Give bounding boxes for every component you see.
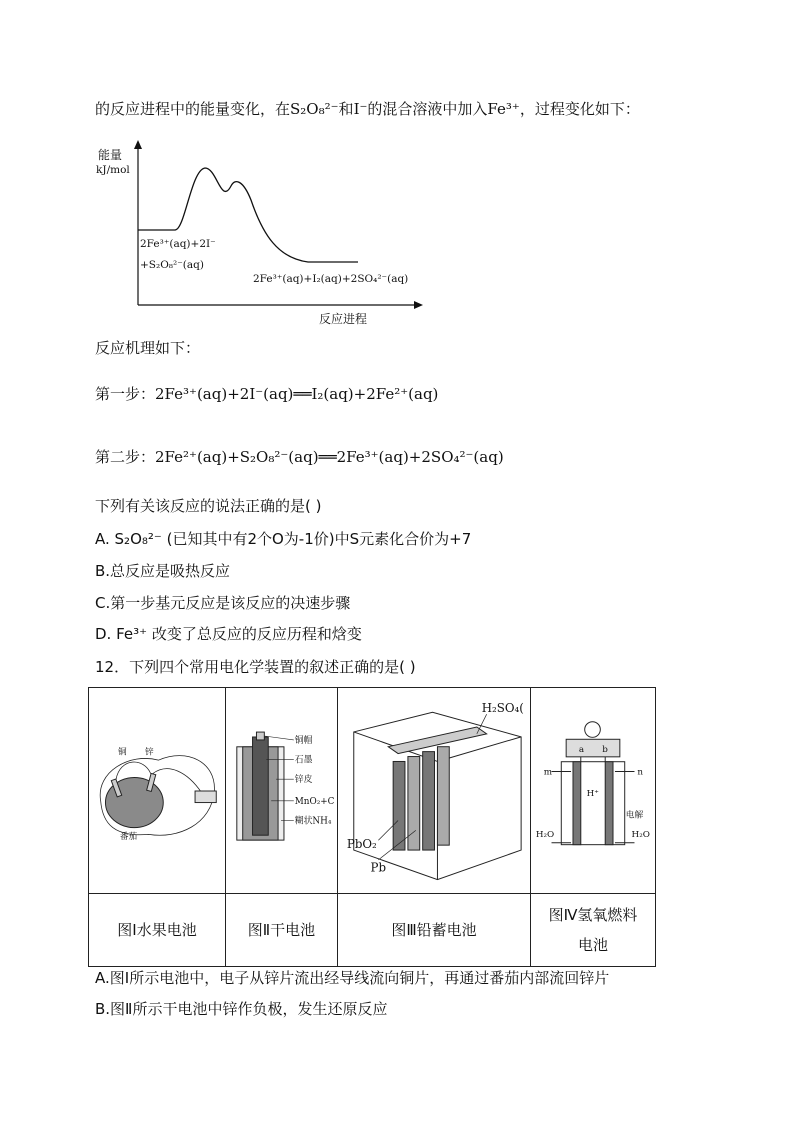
q11-option-b: B.总反应是吸热反应 (95, 562, 231, 580)
fuel-label-h: H⁺ (586, 788, 599, 799)
step-2-label: 第二步： (95, 448, 156, 466)
q12-option-a: A.图Ⅰ所示电池中，电子从锌片流出经导线流向铜片，再通过番茄内部流回锌片 (95, 969, 610, 987)
lead-battery-figure (339, 691, 529, 891)
bulb-icon (585, 721, 601, 737)
fruit-label-zn: 锌 (144, 746, 154, 757)
intro-iminus: I⁻ (353, 100, 368, 118)
y-label-1: 能量 (98, 148, 123, 162)
meter-icon (195, 791, 216, 803)
fig-1-cell (89, 688, 226, 894)
fruit-label-cu: 铜 (117, 746, 127, 757)
dry-battery-figure (227, 731, 337, 851)
fig-3-cell (338, 688, 531, 894)
y-axis-arrow (134, 140, 142, 149)
q11-option-c: C.第一步基元反应是该反应的决速步骤 (95, 594, 351, 612)
fuel-label-a: a (578, 744, 585, 755)
intro-line (95, 99, 640, 119)
x-axis-arrow (414, 301, 423, 309)
fuel-label-h2o-left: H₂O (535, 829, 555, 840)
y-label-2: kJ/mol (96, 164, 130, 176)
dry-label-zinc: 锌皮 (294, 774, 312, 785)
lead-label-h2so4: H₂SO₄( (481, 700, 524, 715)
q11-option-d: D. Fe³⁺ 改变了总反应的反应历程和焓变 (95, 625, 362, 643)
intro-post: ，过程变化如下： (519, 100, 640, 118)
caption-fig-3: 图Ⅲ铅蓄电池 (338, 894, 531, 967)
caption-fig-4-line-1: 图Ⅳ氢氧燃料 (548, 906, 638, 924)
fig-2-cell (226, 688, 338, 894)
intro-s2o8: S₂O₈²⁻ (290, 100, 339, 118)
caption-fig-2: 图Ⅱ干电池 (226, 894, 338, 967)
fig-4-cell (531, 688, 656, 894)
q11-stem: 下列有关该反应的说法正确的是( ) (95, 497, 322, 515)
lead-label-pb: Pb (370, 860, 387, 875)
fuel-label-n: n (637, 766, 644, 777)
caption-fig-1: 图Ⅰ水果电池 (89, 894, 226, 967)
fruit-label-tomato: 番茄 (119, 831, 138, 842)
reactants-label-2: +S₂O₈²⁻(aq) (140, 259, 204, 271)
intro-mid: 的混合溶液中加入 (367, 100, 488, 118)
intro-and: 和 (338, 100, 354, 118)
q12-stem: 12．下列四个常用电化学装置的叙述正确的是( ) (95, 658, 416, 676)
q11-option-a: A. S₂O₈²⁻ (已知其中有2个O为-1价)中S元素化合价为+7 (95, 530, 472, 548)
fuel-label-m: m (543, 766, 553, 777)
products-label: 2Fe³⁺(aq)+I₂(aq)+2SO₄²⁻(aq) (253, 273, 409, 285)
step-2-equation: 2Fe²⁺(aq)+S₂O₈²⁻(aq)══2Fe³⁺(aq)+2SO₄²⁻(aq) (155, 448, 504, 466)
fuel-label-b: b (602, 744, 608, 755)
dry-label-cap: 铜帽 (294, 735, 312, 746)
dry-label-graphite: 石墨 (294, 755, 312, 766)
step-1-label: 第一步： (95, 385, 156, 403)
reactants-label-1: 2Fe³⁺(aq)+2I⁻ (140, 238, 216, 250)
fuel-label-h2o-right: H₂O (631, 829, 650, 840)
figure-table (88, 687, 656, 967)
mechanism-heading: 反应机理如下： (95, 339, 201, 357)
fuel-label-electrolyte: 电解 (625, 809, 644, 820)
intro-text-pre: 的反应进程中的能量变化，在 (95, 100, 291, 118)
dry-label-nh4: 糊状NH₄ (294, 815, 331, 826)
caption-fig-4-line-2: 电池 (577, 936, 608, 954)
step-2 (95, 447, 504, 467)
caption-fig-4 (531, 894, 656, 967)
x-label: 反应进程 (319, 312, 368, 326)
step-1-equation: 2Fe³⁺(aq)+2I⁻(aq)══I₂(aq)+2Fe²⁺(aq) (155, 385, 439, 403)
step-1 (95, 384, 438, 404)
fuel-cell-figure (532, 716, 654, 866)
dry-label-mno2: MnO₂+C (294, 796, 334, 807)
fruit-battery-figure (91, 731, 223, 851)
energy-diagram (93, 140, 423, 330)
q12-option-b: B.图Ⅱ所示干电池中锌作负极，发生还原反应 (95, 1000, 388, 1018)
lead-label-pbo2: PbO₂ (346, 836, 377, 851)
intro-fe3: Fe³⁺ (487, 100, 520, 118)
